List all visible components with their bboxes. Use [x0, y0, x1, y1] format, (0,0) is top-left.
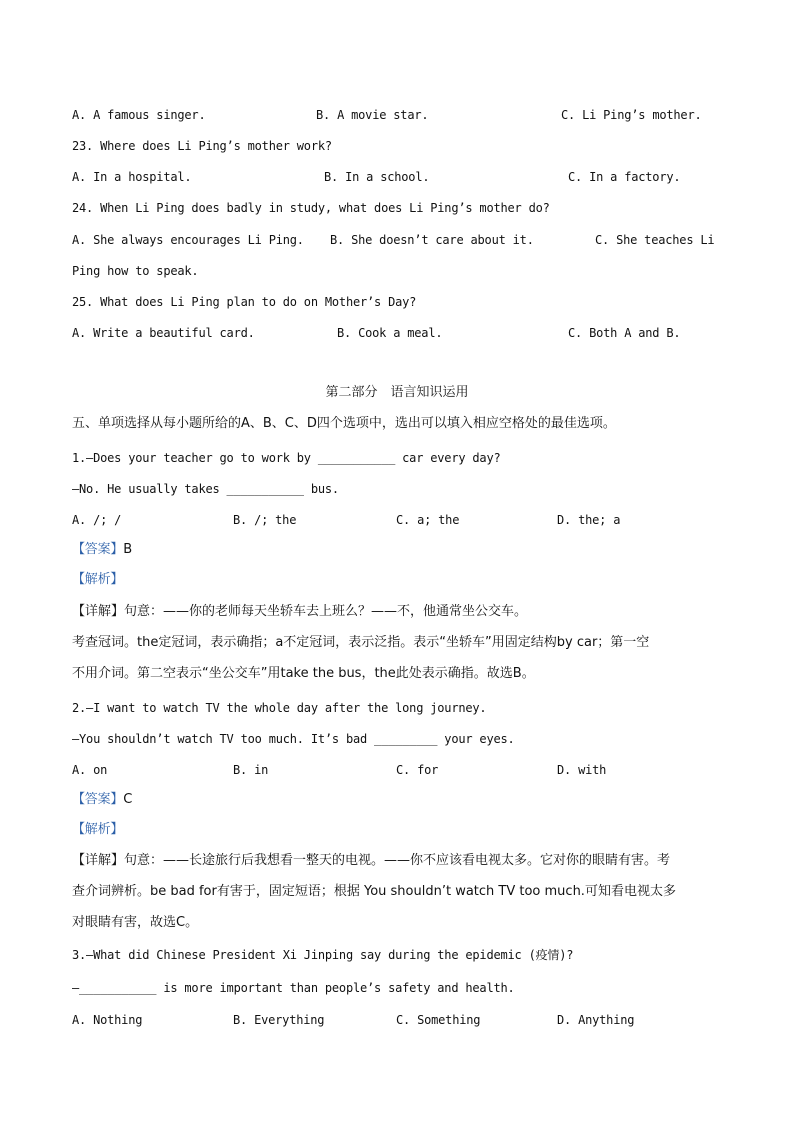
q1-detail-line-3: 不用介词。第二空表示“坐公交车”用take the bus，the此处表示确指。故选B。: [72, 666, 535, 681]
q2-detail-line-3: 对眼睛有害，故选C。: [72, 915, 199, 930]
q3-option-b: B. Everything: [233, 1013, 325, 1027]
q1-answer: [72, 541, 132, 558]
q1-option-d: D. the; a: [557, 513, 621, 527]
q23-stem: 23. Where does Li Ping’s mother work?: [72, 139, 332, 153]
q2-option-c: C. for: [396, 763, 439, 777]
part2-title: 第二部分 语言知识运用: [325, 385, 469, 400]
q24-option-a: A. She always encourages Li Ping.: [72, 233, 304, 247]
q25-option-a: A. Write a beautiful card.: [72, 326, 255, 340]
q25-stem: 25. What does Li Ping plan to do on Mother’s Day?: [72, 295, 417, 309]
q1-answer-label: 【答案】: [72, 542, 124, 557]
q2-line2: —You shouldn’t watch TV too much. It’s bad _________ your eyes.: [72, 732, 515, 746]
q2-analysis-label: 【解析】: [72, 822, 124, 837]
q3-line1: 3.—What did Chinese President Xi Jinping say during the epidemic (疫情)?: [72, 948, 574, 962]
q24-option-b: B. She doesn’t care about it.: [330, 233, 534, 247]
q24-continuation: Ping how to speak.: [72, 264, 199, 278]
q1-line2: —No. He usually takes ___________ bus.: [72, 482, 339, 496]
q1-detail-line-2: 考查冠词。the定冠词，表示确指；a不定冠词，表示泛指。表示“坐轿车”用固定结构by car；第一空: [72, 635, 650, 650]
q1-option-a: A. /; /: [72, 513, 122, 527]
q2-answer: [72, 791, 132, 808]
q25-option-b: B. Cook a meal.: [337, 326, 443, 340]
q22-option-a: A. A famous singer.: [72, 108, 206, 122]
q22-option-c: C. Li Ping’s mother.: [561, 108, 702, 122]
q23-option-c: C. In a factory.: [568, 170, 681, 184]
q3-option-d: D. Anything: [557, 1013, 635, 1027]
q2-detail-line-1: 【详解】句意：——长途旅行后我想看一整天的电视。——你不应该看电视太多。它对你的眼睛有害。考: [72, 853, 671, 868]
q2-option-d: D. with: [557, 763, 607, 777]
q22-option-b: B. A movie star.: [316, 108, 429, 122]
q2-line1: 2.—I want to watch TV the whole day after the long journey.: [72, 701, 487, 715]
q2-option-a: A. on: [72, 763, 108, 777]
section5-instruction: 五、单项选择从每小题所给的A、B、C、D四个选项中，选出可以填入相应空格处的最佳选项。: [72, 416, 616, 431]
q24-option-c: C. She teaches Li: [595, 233, 715, 247]
q23-option-b: B. In a school.: [324, 170, 430, 184]
q3-line2: —___________ is more important than people’s safety and health.: [72, 981, 515, 995]
q3-option-c: C. Something: [396, 1013, 481, 1027]
q1-answer-value: B: [123, 542, 133, 557]
q2-option-b: B. in: [233, 763, 269, 777]
q23-option-a: A. In a hospital.: [72, 170, 192, 184]
q1-line1: 1.—Does your teacher go to work by ___________ car every day?: [72, 451, 501, 465]
q1-option-c: C. a; the: [396, 513, 460, 527]
q24-stem: 24. When Li Ping does badly in study, what does Li Ping’s mother do?: [72, 201, 550, 215]
q2-answer-value: C: [123, 792, 133, 807]
q1-option-b: B. /; the: [233, 513, 297, 527]
q1-analysis-label: 【解析】: [72, 572, 124, 587]
q2-answer-label: 【答案】: [72, 792, 124, 807]
q1-detail-line-1: 【详解】句意：——你的老师每天坐轿车去上班么？——不，他通常坐公交车。: [72, 604, 528, 619]
q2-detail-line-2: 查介词辨析。be bad for有害于，固定短语；根据 You shouldn’t watch TV too much.可知看电视太多: [72, 884, 676, 899]
q3-option-a: A. Nothing: [72, 1013, 143, 1027]
q25-option-c: C. Both A and B.: [568, 326, 681, 340]
